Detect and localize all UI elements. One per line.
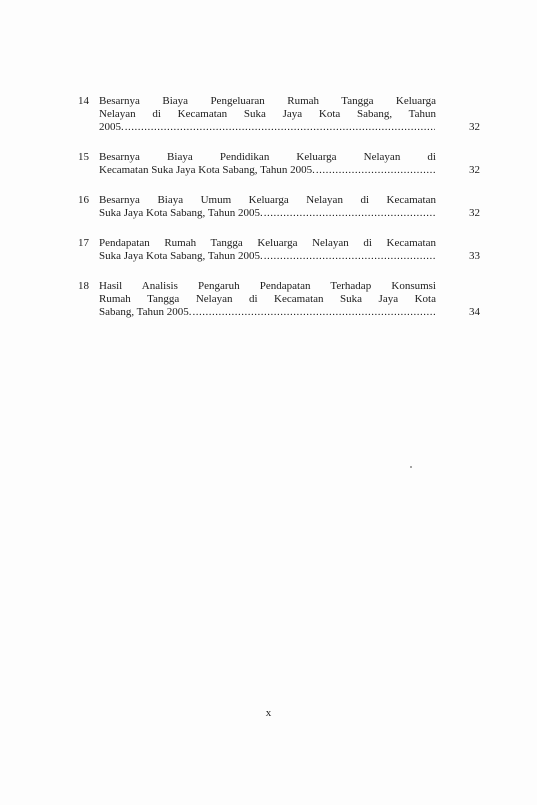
entry-title-line: 2005. — [99, 121, 124, 133]
entry-title — [99, 194, 436, 220]
entry-title-line: Sabang, Tahun 2005. — [99, 306, 192, 318]
dot-leader — [264, 207, 435, 220]
entry-title-line: Kecamatan Suka Jaya Kota Sabang, Tahun 2005. — [99, 164, 315, 176]
scan-speck — [410, 466, 412, 468]
entry-title-last-line — [99, 250, 436, 263]
entry-title-line: Rumah Tangga Nelayan di Kecamatan Suka Jaya Kota — [99, 293, 436, 305]
entry-number: 15 — [78, 151, 89, 163]
entry-title-last-line — [99, 121, 436, 134]
entry-title — [99, 280, 436, 319]
entry-page-number: 33 — [469, 250, 480, 262]
entry-page-number: 32 — [469, 207, 480, 219]
entry-title — [99, 95, 436, 134]
dot-leader — [264, 250, 435, 263]
entry-title-line: Besarnya Biaya Pendidikan Keluarga Nelayan di — [99, 151, 436, 163]
page-number: x — [265, 707, 272, 719]
list-of-tables — [78, 95, 480, 336]
entry-title — [99, 237, 436, 263]
toc-entry-17 — [78, 237, 480, 263]
entry-title-last-line — [99, 164, 436, 177]
entry-title-line: Besarnya Biaya Pengeluaran Rumah Tangga Keluarga — [99, 95, 436, 107]
entry-title-line: Suka Jaya Kota Sabang, Tahun 2005. — [99, 250, 263, 262]
entry-page-number: 34 — [469, 306, 480, 318]
entry-title-line: Suka Jaya Kota Sabang, Tahun 2005. — [99, 207, 263, 219]
entry-title-line: Besarnya Biaya Umum Keluarga Nelayan di Kecamatan — [99, 194, 436, 206]
entry-title-line: Nelayan di Kecamatan Suka Jaya Kota Sabang, Tahun — [99, 108, 436, 120]
entry-number: 17 — [78, 237, 89, 249]
dot-leader — [316, 164, 435, 177]
dot-leader — [125, 121, 435, 134]
toc-entry-18 — [78, 280, 480, 319]
entry-title-line: Pendapatan Rumah Tangga Keluarga Nelayan di Kecamatan — [99, 237, 436, 249]
toc-entry-16 — [78, 194, 480, 220]
entry-title-last-line — [99, 306, 436, 319]
entry-page-number: 32 — [469, 164, 480, 176]
entry-title-last-line — [99, 207, 436, 220]
entry-number: 14 — [78, 95, 89, 107]
entry-number: 16 — [78, 194, 89, 206]
entry-title — [99, 151, 436, 177]
entry-number: 18 — [78, 280, 89, 292]
dot-leader — [193, 306, 435, 319]
entry-page-number: 32 — [469, 121, 480, 133]
toc-entry-15 — [78, 151, 480, 177]
toc-entry-14 — [78, 95, 480, 134]
entry-title-line: Hasil Analisis Pengaruh Pendapatan Terhadap Konsumsi — [99, 280, 436, 292]
